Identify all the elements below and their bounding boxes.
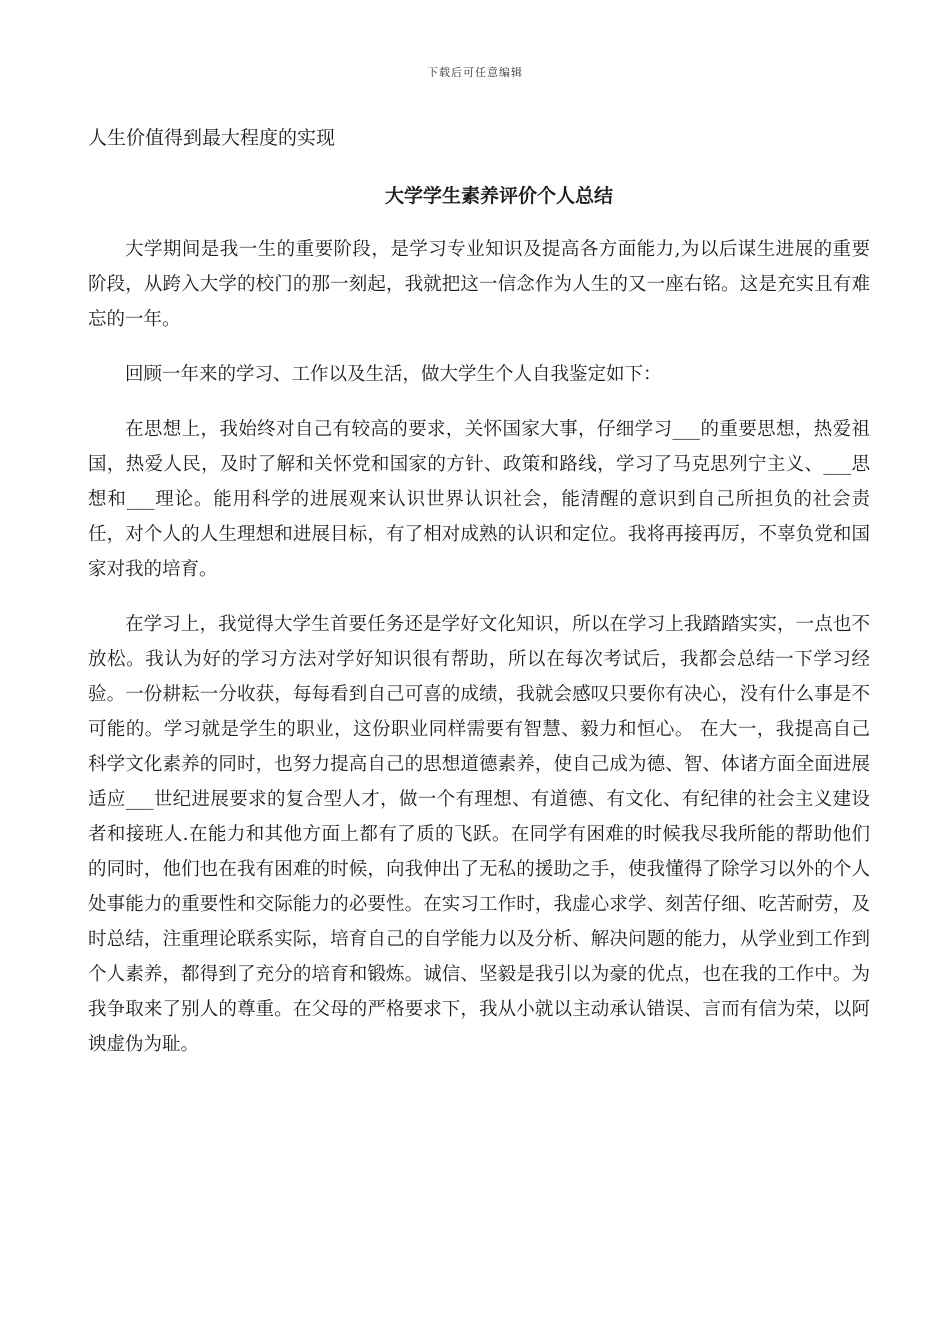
document-body [88, 120, 870, 1082]
document-title: 大学学生素养评价个人总结 [384, 185, 613, 207]
paragraph-study: 在学习上，我觉得大学生首要任务还是学好文化知识，所以在学习上我踏踏实实，一点也不放松。我认为好的学习方法对学好知识很有帮助，所以在每次考试后，我都会总结一下学习经验。一份耕耘一分收获，每每看到自己可喜的成绩，我就会感叹只要你有决心，没有什么事是不可能的。学习就是学生的职业，这份职业同样需要有智慧、毅力和恒心。 在大一，我提高自己科学文化素养的同时，也努力提高自己的思想道德素养，使自己成为德、智、体诸方面全面进展适应___世纪进展要求的复合型人才，做一个有理想、有道德、有文化、有纪律的社会主义建设者和接班人.在能力和其他方面上都有了质的飞跃。在同学有困难的时候我尽我所能的帮助他们的同时，他们也在我有困难的时候，向我伸出了无私的援助之手，使我懂得了除学习以外的个人处事能力的重要性和交际能力的必要性。在实习工作时，我虚心求学、刻苦仔细、吃苦耐劳，及时总结，注重理论联系实际，培育自己的自学能力以及分析、解决问题的能力，从学业到工作到个人素养，都得到了充分的培育和锻炼。诚信、坚毅是我引以为豪的优点，也在我的工作中。为我争取来了别人的尊重。在父母的严格要求下，我从小就以主动承认错误、言而有信为荣，以阿谀虚伪为耻。 [88, 614, 870, 1055]
page-header-note: 下载后可任意编辑 [427, 66, 523, 79]
lead-line: 人生价值得到最大程度的实现 [88, 127, 336, 149]
paragraph-ideology: 在思想上，我始终对自己有较高的要求，关怀国家大事，仔细学习___的重要思想，热爱祖国，热爱人民，及时了解和关怀党和国家的方针、政策和路线，学习了马克思列宁主义、___思想和___理论。能用科学的进展观来认识世界认识社会，能清醒的意识到自己所担负的社会责任，对个人的人生理想和进展目标，有了相对成熟的认识和定位。我将再接再厉，不辜负党和国家对我的培育。 [88, 419, 870, 580]
paragraph-review: 回顾一年来的学习、工作以及生活，做大学生个人自我鉴定如下： [125, 364, 662, 385]
paragraph-intro: 大学期间是我一生的重要阶段，是学习专业知识及提高各方面能力,为以后谋生进展的重要阶段，从跨入大学的校门的那一刻起，我就把这一信念作为人生的又一座右铭。这是充实且有难忘的一年。 [88, 239, 870, 330]
